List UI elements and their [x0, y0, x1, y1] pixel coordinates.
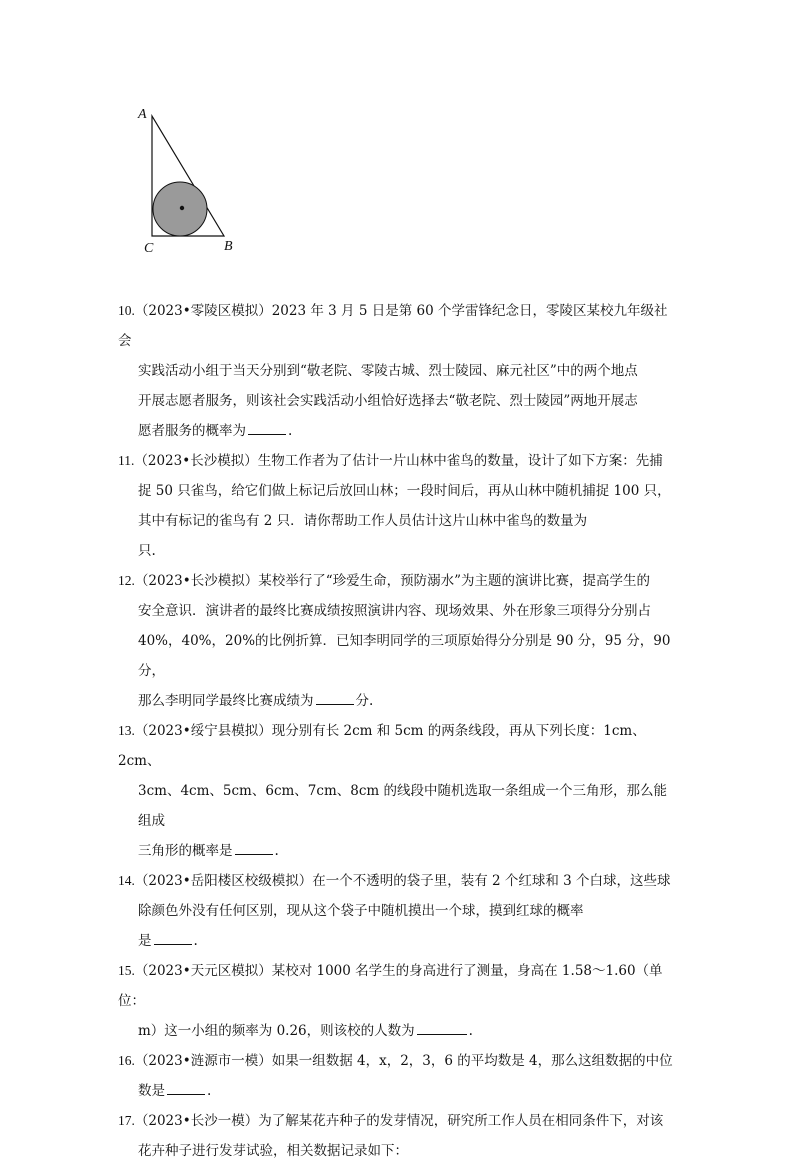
question-line: m）这一小组的频率为 0.26，则该校的人数为	[138, 1023, 415, 1039]
answer-blank[interactable]	[167, 1080, 205, 1095]
question-line: 数是	[138, 1083, 165, 1099]
question-line: 如果一组数据 4，x，2，3，6 的平均数是 4，那么这组数据的中位	[271, 1053, 673, 1069]
question-number: 12.	[118, 573, 135, 588]
question-line: 除颜色外没有任何区别，现从这个袋子中随机摸出一个球，摸到红球的概率	[138, 903, 584, 919]
triangle-diagram	[132, 98, 242, 258]
question-line: 三角形的概率是	[138, 843, 233, 859]
question-number: 15.	[118, 963, 135, 978]
question-source: （2023•长沙模拟）	[134, 453, 258, 469]
circle-center-point	[180, 206, 184, 210]
question-15	[118, 956, 678, 1046]
question-line: 某校举行了“珍爱生命，预防溺水”为主题的演讲比赛，提高学生的	[258, 573, 651, 589]
question-source: （2023•岳阳楼区校级模拟）	[134, 873, 313, 889]
question-source: （2023•零陵区模拟）	[134, 303, 272, 319]
question-line: 某校对 1000 名学生的身高进行了测量，身高在 1.58～1.60（单位：	[118, 963, 663, 1009]
question-line: 是	[138, 933, 152, 949]
question-line: 生物工作者为了估计一片山林中雀鸟的数量，设计了如下方案：先捕	[257, 453, 663, 469]
question-number: 16.	[118, 1053, 135, 1068]
question-end: .	[207, 1083, 212, 1099]
question-11	[118, 446, 678, 566]
question-source: （2023•涟源市一模）	[134, 1053, 272, 1069]
question-source: （2023•绥宁县模拟）	[134, 723, 272, 739]
question-end: 分.	[355, 693, 374, 709]
question-line: 开展志愿者服务，则该社会实践活动小组恰好选择去“敬老院、烈士陵园”两地开展志	[138, 393, 638, 409]
question-line: 40%，40%，20%的比例折算．已知李明同学的三项原始得分分别是 90 分，95 分，90 分，	[138, 633, 671, 679]
question-line: 2023 年 3 月 5 日是第 60 个学雷锋纪念日，零陵区某校九年级社会	[118, 303, 668, 349]
question-17	[118, 1106, 678, 1166]
question-10	[118, 296, 678, 446]
question-line: 实践活动小组于当天分别到“敬老院、零陵古城、烈士陵园、麻元社区”中的两个地点	[138, 363, 638, 379]
question-end: .	[193, 933, 198, 949]
question-number: 14.	[118, 873, 135, 888]
question-13	[118, 716, 678, 866]
question-12	[118, 566, 678, 716]
question-line: 愿者服务的概率为	[138, 423, 246, 439]
vertex-label-a: A	[138, 107, 147, 122]
question-source: （2023•长沙模拟）	[134, 573, 259, 589]
question-line: 其中有标记的雀鸟有 2 只．请你帮助工作人员估计这片山林中雀鸟的数量为	[138, 513, 588, 529]
answer-blank[interactable]	[235, 840, 273, 855]
question-end: .	[468, 1023, 473, 1039]
question-number: 11.	[118, 453, 135, 468]
answer-blank[interactable]	[316, 690, 354, 705]
question-line: 为了解某花卉种子的发芽情况，研究所工作人员在相同条件下，对该	[258, 1113, 664, 1129]
vertex-label-c: C	[144, 241, 154, 256]
question-number: 10.	[118, 303, 135, 318]
question-14	[118, 866, 678, 956]
answer-blank[interactable]	[154, 930, 192, 945]
question-source: （2023•长沙一模）	[134, 1113, 259, 1129]
question-line: 3cm、4cm、5cm、6cm、7cm、8cm 的线段中随机选取一条组成一个三角形，那么能组成	[138, 783, 667, 829]
question-line: 只.	[138, 543, 156, 559]
question-line: 捉 50 只雀鸟，给它们做上标记后放回山林；一段时间后，再从山林中随机捕捉 100 只，	[138, 483, 671, 499]
question-line: 在一个不透明的袋子里，装有 2 个红球和 3 个白球，这些球	[312, 873, 671, 889]
question-line: 花卉种子进行发芽试验，相关数据记录如下：	[138, 1143, 408, 1159]
vertex-label-b: B	[224, 239, 233, 254]
question-source: （2023•天元区模拟）	[134, 963, 272, 979]
question-end: .	[288, 423, 293, 439]
question-line: 现分别有长 2cm 和 5cm 的两条线段，再从下列长度：1cm、2cm、	[118, 723, 646, 769]
question-16	[118, 1046, 678, 1106]
question-list	[118, 296, 678, 1166]
incircle	[153, 182, 207, 236]
question-number: 13.	[118, 723, 135, 738]
question-end: .	[274, 843, 279, 859]
answer-blank[interactable]	[417, 1020, 467, 1035]
answer-blank[interactable]	[248, 420, 286, 435]
question-line: 那么李明同学最终比赛成绩为	[138, 693, 314, 709]
question-line: 安全意识．演讲者的最终比赛成绩按照演讲内容、现场效果、外在形象三项得分分别占	[138, 603, 651, 619]
question-number: 17.	[118, 1113, 135, 1128]
triangle-incircle-figure	[132, 98, 242, 258]
